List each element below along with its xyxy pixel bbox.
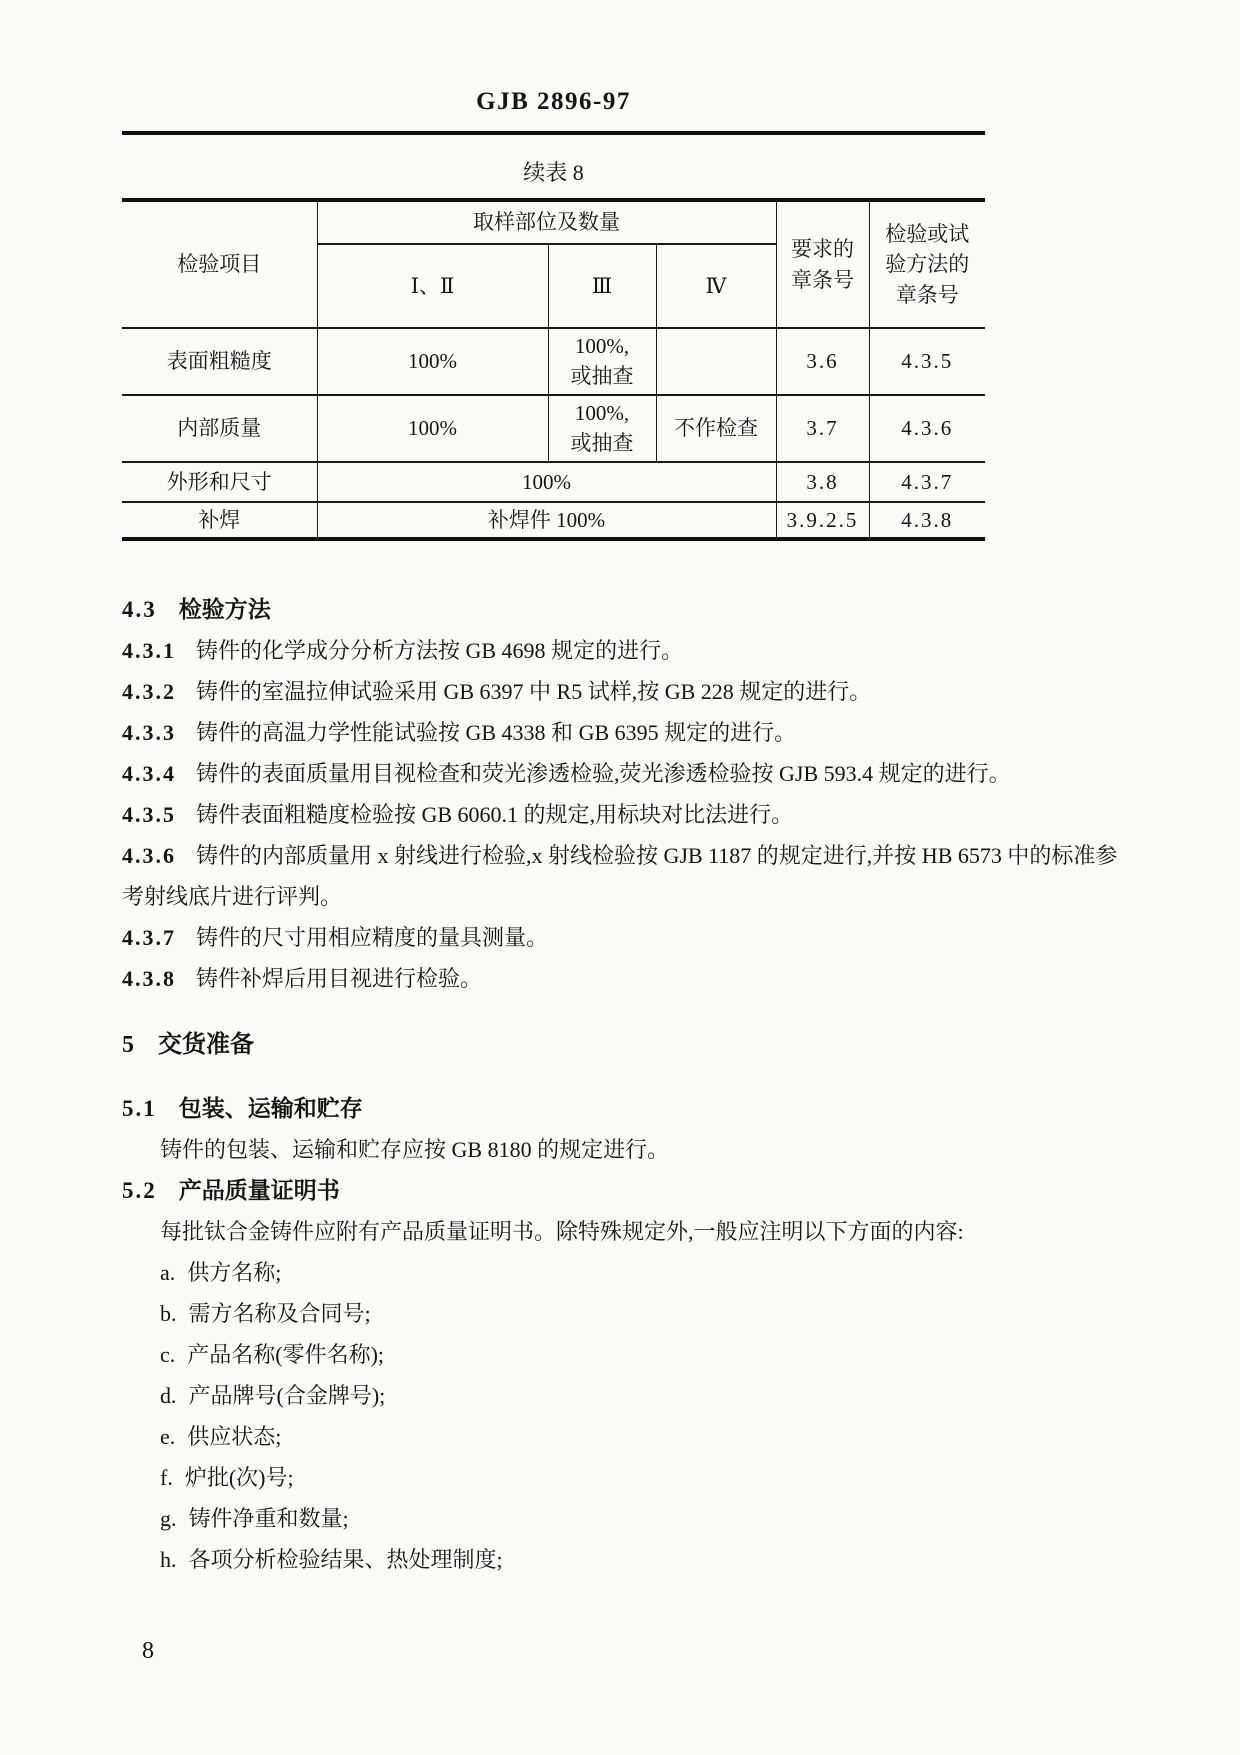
list-item-f [122,1457,1122,1498]
list-text: 需方名称及合同号; [188,1301,371,1327]
cell-zone-4: 不作检查 [656,395,776,462]
cell-method-clause: 4.3.8 [869,502,985,539]
cell-required-clause: 3.6 [776,328,869,395]
list-item-c [122,1334,1122,1375]
cell-zone-4 [656,328,776,395]
cell-item: 外形和尺寸 [122,462,317,502]
inspection-table [122,198,985,541]
table-row-shape-dimensions [122,462,985,502]
cell-required-clause: 3.9.2.5 [776,502,869,539]
cell-method-clause: 4.3.6 [869,395,985,462]
clause-4-3-8 [122,958,1122,999]
clause-4-3-3 [122,712,1122,753]
header-rule [122,131,985,135]
list-text: 炉批(次)号; [184,1465,294,1491]
clause-text: 铸件的尺寸用相应精度的量具测量。 [196,925,549,951]
cell-zone-1-2: 100% [317,328,548,395]
table-row-surface-roughness [122,328,985,395]
clause-number: 4.3.2 [122,679,176,705]
list-letter: e. [160,1424,176,1450]
list-item-e [122,1416,1122,1457]
clause-text: 铸件补焊后用目视进行检验。 [196,966,483,992]
table-caption: 续表 8 [523,160,584,185]
clause-text: 铸件的室温拉伸试验采用 GB 6397 中 R5 试样,按 GB 228 规定的进行。 [196,679,872,705]
list-text: 铸件净重和数量; [188,1506,349,1532]
col-header-required-clause [776,200,869,328]
cell-required-clause: 3.8 [776,462,869,502]
cell-zone-1-2: 100% [317,395,548,462]
list-item-d [122,1375,1122,1416]
clause-text: 铸件的内部质量用 x 射线进行检验,x 射线检验按 GJB 1187 的规定进行,并按 HB 6573 中的标准参考射线底片进行评判。 [122,843,1118,910]
page-content [122,88,1122,1665]
col-header-zone-3: Ⅲ [548,244,656,328]
cell-method-clause: 4.3.5 [869,328,985,395]
cell-zone-3 [548,395,656,462]
page-number: 8 [142,1638,154,1665]
list-text: 供应状态; [187,1424,282,1450]
section-number: 5.2 [122,1178,157,1204]
method-clause-line2: 验方法的 [885,252,970,277]
method-clause-line3: 章条号 [895,282,959,307]
list-letter: b. [160,1301,177,1327]
list-text: 供方名称; [187,1260,282,1286]
list-item-g [122,1498,1122,1539]
section-number: 5.1 [122,1096,157,1122]
cell-item: 补焊 [122,502,317,539]
list-text: 产品名称(零件名称); [187,1342,385,1368]
table-row-repair-welding [122,502,985,539]
section-title: 交货准备 [158,1032,254,1059]
cell-item: 内部质量 [122,395,317,462]
section-number: 5 [122,1032,136,1059]
cell-sampling-span: 补焊件 100% [317,502,776,539]
cell-zone-3-line1: 100%, [574,400,630,425]
section-5-1-heading [122,1088,1122,1129]
list-item-b [122,1293,1122,1334]
section-5-2-body: 每批钛合金铸件应附有产品质量证明书。除特殊规定外,一般应注明以下方面的内容: [160,1219,964,1245]
cell-item: 表面粗糙度 [122,328,317,395]
col-header-inspection-item: 检验项目 [122,200,317,328]
clause-number: 4.3.6 [122,843,176,869]
cell-method-clause: 4.3.7 [869,462,985,502]
clause-number: 4.3.4 [122,761,176,787]
col-header-method-clause [869,200,985,328]
list-item-h [122,1539,1122,1580]
section-5 [122,1025,1122,1580]
cell-zone-3 [548,328,656,395]
clause-number: 4.3.1 [122,638,176,664]
section-5-2-heading [122,1170,1122,1211]
method-clause-line1: 检验或试 [885,221,970,246]
section-4-3 [122,589,1122,999]
table-row-internal-quality [122,395,985,462]
required-clause-line2: 章条号 [791,267,854,292]
col-header-sampling: 取样部位及数量 [317,200,776,244]
list-letter: g. [160,1506,177,1532]
clause-number: 4.3.3 [122,720,176,746]
clause-4-3-2 [122,671,1122,712]
clause-4-3-4 [122,753,1122,794]
col-header-zone-4: Ⅳ [656,244,776,328]
list-letter: c. [160,1342,176,1368]
list-letter: h. [160,1547,177,1573]
clause-number: 4.3.8 [122,966,176,992]
clause-4-3-5 [122,794,1122,835]
section-4-3-heading [122,589,1122,630]
list-letter: d. [160,1383,177,1409]
clause-text: 铸件的表面质量用目视检查和荧光渗透检验,荧光渗透检验按 GJB 593.4 规定的进行。 [196,761,1011,787]
cell-zone-3-line2: 或抽查 [570,364,634,389]
list-letter: a. [160,1260,176,1286]
clause-4-3-1 [122,630,1122,671]
list-text: 产品牌号(合金牌号); [188,1383,386,1409]
section-number: 4.3 [122,597,157,623]
clause-text: 铸件的化学成分分析方法按 GB 4698 规定的进行。 [196,638,684,664]
cell-required-clause: 3.7 [776,395,869,462]
section-5-1-body: 铸件的包装、运输和贮存应按 GB 8180 的规定进行。 [160,1137,670,1163]
table-header-row-1 [122,200,985,244]
doc-number: GJB 2896-97 [476,88,631,115]
list-item-a [122,1252,1122,1293]
section-title: 检验方法 [178,597,271,623]
clause-4-3-7 [122,917,1122,958]
section-title: 产品质量证明书 [178,1178,340,1204]
section-title: 包装、运输和贮存 [178,1096,363,1122]
clause-text: 铸件表面粗糙度检验按 GB 6060.1 的规定,用标块对比法进行。 [196,802,794,828]
clause-4-3-6 [122,835,1122,917]
list-text: 各项分析检验结果、热处理制度; [188,1547,503,1573]
col-header-zone-1-2: Ⅰ、Ⅱ [317,244,548,328]
clause-number: 4.3.7 [122,925,176,951]
cell-zone-3-line1: 100%, [574,334,630,358]
required-clause-line1: 要求的 [791,237,854,262]
clause-number: 4.3.5 [122,802,176,828]
clause-text: 铸件的高温力学性能试验按 GB 4338 和 GB 6395 规定的进行。 [196,720,797,746]
cell-sampling-span: 100% [317,462,776,502]
section-5-heading [122,1025,1122,1066]
list-letter: f. [160,1465,173,1491]
cell-zone-3-line2: 或抽查 [570,431,634,456]
